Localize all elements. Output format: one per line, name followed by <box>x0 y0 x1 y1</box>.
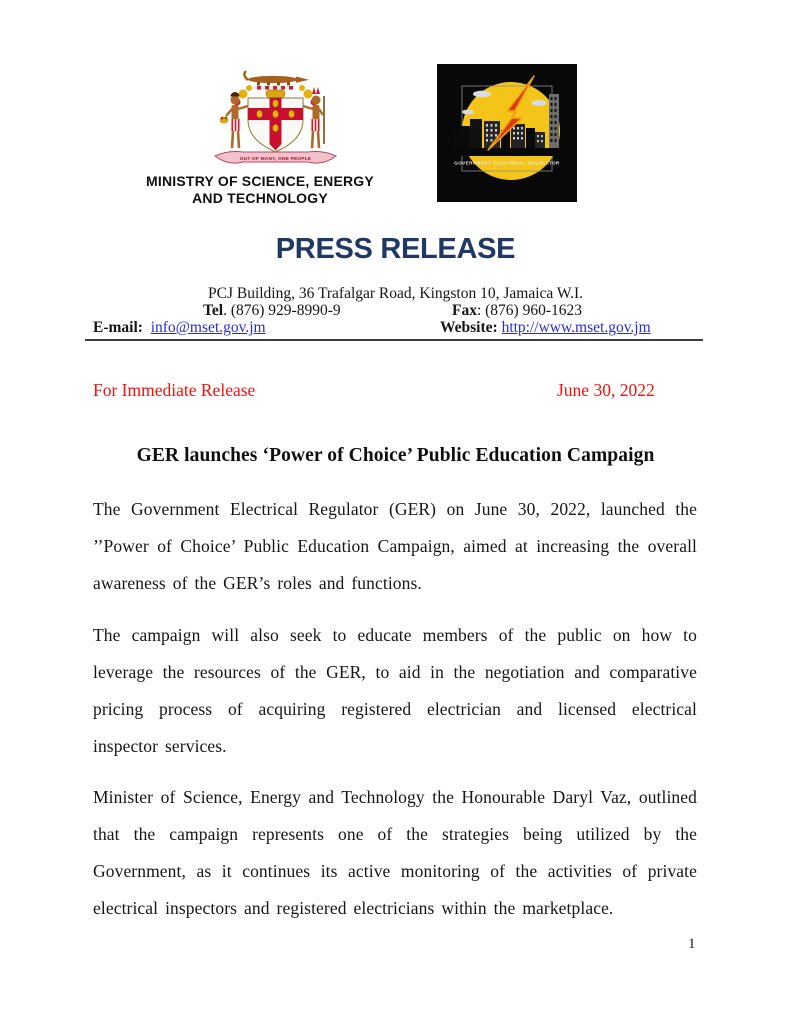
email-link[interactable]: info@mset.gov.jm <box>150 319 266 336</box>
helm-icon <box>266 90 285 98</box>
website-link[interactable]: http://www.mset.gov.jm <box>501 319 651 336</box>
website-entry <box>440 319 651 337</box>
motto-banner <box>215 152 336 164</box>
fax-label: Fax <box>452 302 477 319</box>
release-status: For Immediate Release <box>93 380 256 400</box>
tel-label: Tel <box>203 302 224 319</box>
torse-icon <box>253 86 293 90</box>
page-title: PRESS RELEASE <box>275 233 516 265</box>
email-website-line <box>0 319 791 337</box>
ministry-caption-line1: MINISTRY OF SCIENCE, ENERGY <box>146 173 374 189</box>
header-divider <box>85 339 703 341</box>
paragraph-1: The Government Electrical Regulator (GER) on June 30, 2022, launched the ’’Power of Choice’ Public Education Campaign, aimed at increasing the overall awareness of the GER’s roles and functions. <box>93 499 697 593</box>
page-number: 1 <box>688 936 696 952</box>
paragraph-3: Minister of Science, Energy and Technology the Honourable Daryl Vaz, outlined that the campaign represents one of the strategies being utilized by the Government, as it continues its active monitoring of the activities of private electrical inspectors and registered electricians within the marketplace. <box>93 787 697 918</box>
shield-icon <box>248 98 303 152</box>
fax-entry <box>452 302 582 320</box>
motto-text: OUT OF MANY, ONE PEOPLE <box>239 156 312 162</box>
jamaica-coat-of-arms-logo <box>203 64 348 172</box>
ministry-caption <box>130 173 390 207</box>
article-body <box>93 491 697 942</box>
tel-fax-line <box>0 302 791 320</box>
release-date: June 30, 2022 <box>557 380 655 400</box>
release-status-line <box>0 380 791 402</box>
ger-label-text: GOVERNMENT ELECTRICAL REGULATOR <box>454 160 560 166</box>
paragraph-2: The campaign will also seek to educate members of the public on how to leverage the resources of the GER, to aid in the negotiation and comparative pricing process of acquiring registered electrician and licensed electrical inspector services. <box>93 624 697 756</box>
email-entry <box>93 319 266 337</box>
tel-entry <box>203 302 341 320</box>
article-headline: GER launches ‘Power of Choice’ Public Education Campaign <box>136 445 655 466</box>
ministry-caption-line2: AND TECHNOLOGY <box>192 190 328 206</box>
left-supporter-figure <box>220 92 249 148</box>
fax-value: : (876) 960-1623 <box>476 302 583 319</box>
address-line: PCJ Building, 36 Trafalgar Road, Kingston 10, Jamaica W.I. <box>207 285 583 302</box>
email-label: E-mail: <box>93 319 143 336</box>
tel-value: . (876) 929-8990-9 <box>223 302 341 319</box>
website-label: Website: <box>440 319 498 336</box>
crocodile-icon <box>244 71 309 85</box>
ger-logo <box>437 64 577 202</box>
